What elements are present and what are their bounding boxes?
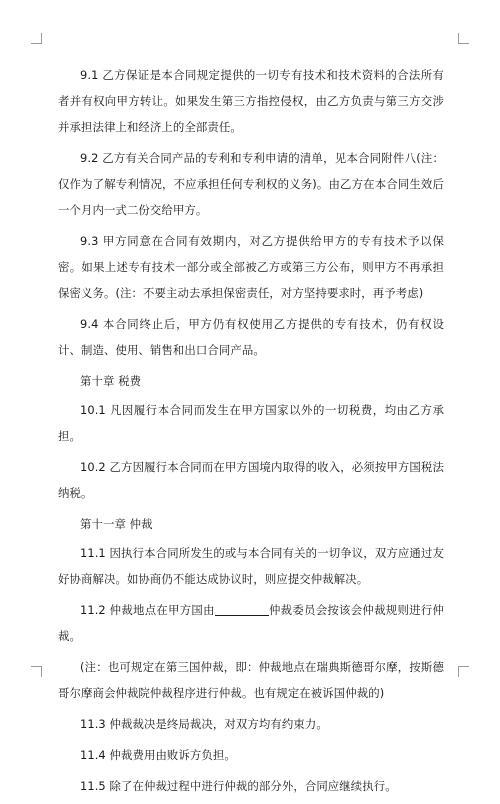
chapter-10-heading: 第十章 税费: [80, 374, 142, 388]
arbitration-note: (注：也可规定在第三国仲裁，即：仲裁地点在瑞典斯德哥尔摩，按斯德哥尔摩商会仲裁院仲裁程序进行仲裁。也有规定在被诉国仲裁的): [58, 660, 444, 700]
clause-11-2-prefix: 11.2 仲裁地点在甲方国由: [80, 603, 215, 617]
crop-mark-bottom-right: [458, 666, 469, 677]
clause-11-2: [58, 597, 444, 649]
chapter-11-heading: 第十一章 仲裁: [80, 517, 153, 531]
crop-mark-top-right: [458, 33, 469, 44]
clause-11-4: 11.4 仲裁费用由败诉方负担。: [80, 748, 236, 762]
clause-9-2: 9.2 乙方有关合同产品的专利和专利申请的清单，见本合同附件八(注：仅作为了解专利情况，不应承担任何专利权的义务)。由乙方在本合同生效后一个月内一式二份交给甲方。: [58, 151, 444, 217]
clause-11-5: 11.5 除了在仲裁过程中进行仲裁的部分外，合同应继续执行。: [80, 779, 397, 793]
clause-9-4: 9.4 本合同终止后，甲方仍有权使用乙方提供的专有技术，仍有权设计、制造、使用、销售和出口合同产品。: [58, 317, 444, 357]
clause-10-1: 10.1 凡因履行本合同而发生在甲方国家以外的一切税费，均由乙方承担。: [58, 403, 444, 443]
clause-9-3: 9.3 甲方同意在合同有效期内，对乙方提供给甲方的专有技术予以保密。如果上述专有技术一部分或全部被乙方或第三方公布，则甲方不再承担保密义务。(注：不要主动去承担保密责任，对方坚持要求时，再予考虑): [58, 234, 444, 300]
crop-mark-top-left: [31, 33, 42, 44]
clause-9-1: 9.1 乙方保证是本合同规定提供的一切专有技术和技术资料的合法所有者并有权向甲方转让。如果发生第三方指控侵权，由乙方负责与第三方交涉并承担法律上和经济上的全部责任。: [58, 68, 444, 134]
clause-11-1: 11.1 因执行本合同所发生的或与本合同有关的一切争议，双方应通过友好协商解决。如协商仍不能达成协议时，则应提交仲裁解决。: [58, 546, 444, 586]
clause-10-2: 10.2 乙方因履行本合同而在甲方国境内取得的收入，必须按甲方国税法纳税。: [58, 460, 444, 500]
clause-11-3: 11.3 仲裁裁决是终局裁决，对双方均有约束力。: [80, 717, 328, 731]
crop-mark-bottom-left: [31, 666, 42, 677]
clause-11-2-suffix: 仲裁委员会按该会仲裁规则进行仲裁。: [58, 603, 444, 643]
document-body: [58, 62, 444, 804]
fill-in-blank: [215, 603, 269, 616]
